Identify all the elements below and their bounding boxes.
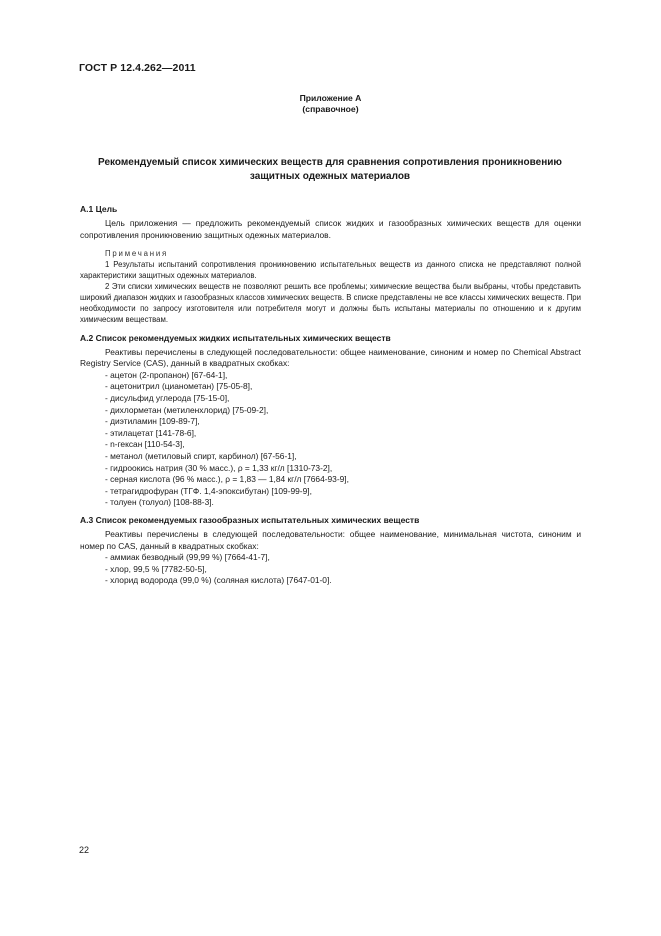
notes-label: Примечания — [105, 249, 169, 259]
section-a1-text: Цель приложения — предложить рекомендуемый список жидких и газообразных химических веществ для оценки сопротивления проникновению защитных одежных материалов. — [80, 218, 581, 240]
appendix-subtitle: (справочное) — [302, 104, 359, 114]
list-item: - ацетонитрил (цианометан) [75-05-8], — [105, 381, 253, 392]
section-a3-heading: А.3 Список рекомендуемых газообразных испытательных химических веществ — [80, 514, 420, 525]
section-a3-intro: Реактивы перечислены в следующей последовательности: общее наименование, минимальная чистота, синоним и номер по CAS, данный в квадратных скобках: — [80, 528, 581, 551]
gaseous-chemicals-list — [80, 552, 581, 587]
document-body — [80, 204, 581, 587]
list-item: - этилацетат [141-78-6], — [105, 427, 197, 438]
section-a1-heading: А.1 Цель — [80, 204, 118, 214]
appendix-title: Приложение А — [299, 93, 362, 103]
document-title-line-1: Рекомендуемый список химических веществ для сравнения сопротивления проникновению — [98, 157, 562, 168]
list-item: - тетрагидрофуран (ТГФ. 1,4-эпоксибутан) [109-99-9], — [105, 485, 312, 496]
document-title — [80, 156, 580, 183]
section-a2-intro: Реактивы перечислены в следующей последовательности: общее наименование, синоним и номер по Chemical Abstract Registry Service (CAS), данный в квадратных скобках: — [80, 346, 581, 369]
list-item: - метанол (метиловый спирт, карбинол) [67-56-1], — [105, 450, 297, 461]
list-item: - дисульфид углерода [75-15-0], — [105, 393, 230, 403]
list-item: - диэтиламин [109-89-7], — [105, 416, 200, 427]
list-item: - n-гексан [110-54-3], — [105, 439, 185, 450]
list-item: - серная кислота (96 % масс.), ρ = 1,83 — 1,84 кг/л [7664-93-9], — [105, 474, 349, 485]
section-a2-heading: А.2 Список рекомендуемых жидких испытательных химических веществ — [80, 332, 391, 343]
list-item: - гидроокись натрия (30 % масс.), ρ = 1,33 кг/л [1310-73-2], — [105, 462, 333, 473]
liquid-chemicals-list — [80, 370, 581, 509]
list-item: - толуен (толуол) [108-88-3]. — [105, 497, 214, 508]
standard-header: ГОСТ Р 12.4.262—2011 — [79, 62, 196, 74]
list-item: - хлорид водорода (99,0 %) (соляная кислота) [7647-01-0]. — [105, 575, 332, 586]
list-item: - дихлорметан (метиленхлорид) [75-09-2], — [105, 404, 269, 415]
appendix-heading — [0, 93, 661, 115]
note-2: 2 Эти списки химических веществ не позволяют решить все проблемы; химические вещества были выбраны, чтобы представить широкий диапазон жидких и газообразных классов химических веществ. В списке представлены не все классы химических веществ. При необходимости по запросу изготовителя или потребителя могут и должны быть испытаны материалы по отношению и к другим химическим веществам. — [80, 282, 581, 324]
note-1: 1 Результаты испытаний сопротивления проникновению испытательных веществ из данного списка не представляют полной характеристики защитных одежных материалов. — [80, 260, 581, 281]
list-item: - хлор, 99,5 % [7782-50-5], — [105, 563, 207, 574]
page-number: 22 — [79, 845, 90, 855]
document-title-line-2: защитных одежных материалов — [249, 170, 411, 182]
list-item: - аммиак безводный (99,99 %) [7664-41-7], — [105, 552, 270, 563]
list-item: - ацетон (2-пропанон) [67-64-1], — [105, 369, 228, 380]
